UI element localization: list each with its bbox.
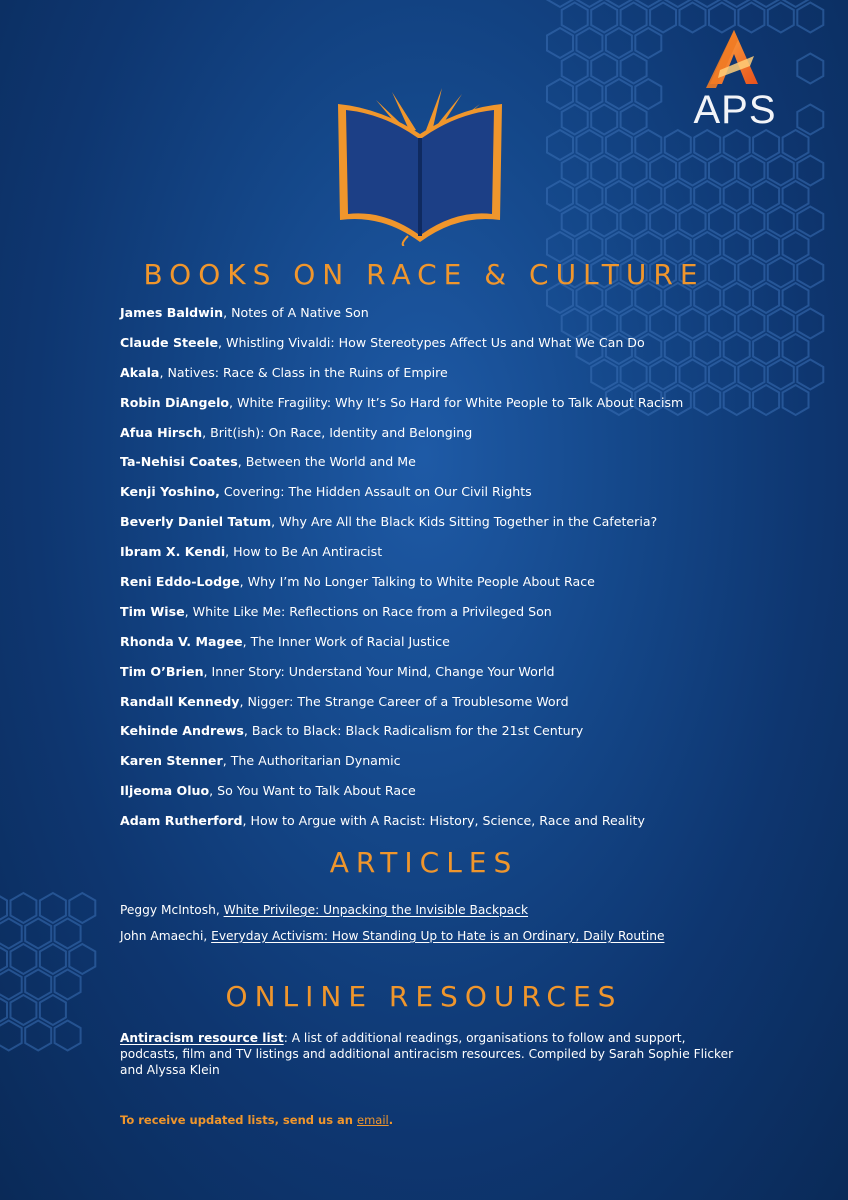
- book-item: [120, 334, 810, 364]
- hexagon-shape: [680, 156, 706, 186]
- book-author: Kehinde Andrews: [120, 723, 244, 739]
- hexagon-shape: [547, 130, 573, 160]
- hexagon-shape: [694, 0, 720, 7]
- hexagon-shape: [25, 919, 51, 949]
- book-author: Reni Eddo-Lodge: [120, 574, 240, 590]
- hexagon-shape: [635, 79, 661, 109]
- hexagon-shape: [783, 130, 809, 160]
- article-list: [120, 902, 810, 954]
- book-author: Randall Kennedy: [120, 693, 240, 709]
- book-title: , Between the World and Me: [237, 454, 416, 470]
- hexagon-shape: [40, 893, 66, 923]
- book-title: , White Like Me: Reflections on Race from a Privileged Son: [184, 603, 552, 619]
- book-title: , Back to Black: Black Radicalism for the 21st Century: [243, 723, 584, 739]
- hexagon-shape: [562, 207, 588, 237]
- hexagon-shape: [709, 207, 735, 237]
- book-item: [120, 394, 810, 424]
- hexagon-shape: [0, 919, 22, 949]
- hexagon-shape: [680, 207, 706, 237]
- book-title: , Inner Story: Understand Your Mind, Change Your World: [203, 663, 555, 679]
- book-item: [120, 782, 810, 812]
- hexagon-shape: [621, 3, 647, 33]
- book-author: Ibram X. Kendi: [120, 544, 226, 560]
- hexagon-shape: [783, 0, 809, 7]
- resource-paragraph: [120, 1030, 740, 1078]
- book-title: , Nigger: The Strange Career of a Troublesome Word: [239, 693, 569, 709]
- hexagon-shape: [591, 54, 617, 84]
- hexagon-shape: [577, 181, 603, 211]
- book-title: , Brit(ish): On Race, Identity and Belonging: [202, 424, 473, 440]
- book-item: [120, 304, 810, 334]
- hexagon-shape: [724, 130, 750, 160]
- hexagon-shape: [738, 207, 764, 237]
- hexagon-shape: [11, 893, 37, 923]
- book-author: Kenji Yoshino,: [120, 484, 220, 500]
- hexagon-shape: [577, 0, 603, 7]
- hexagon-shape: [591, 156, 617, 186]
- book-author: Iljeoma Oluo: [120, 783, 210, 799]
- article-link[interactable]: White Privilege: Unpacking the Invisible Backpack: [223, 903, 529, 917]
- online-resources-heading: ONLINE RESOURCES: [225, 980, 623, 1013]
- hexagon-shape: [591, 3, 617, 33]
- hexagon-shape: [753, 130, 779, 160]
- hexagon-shape: [577, 130, 603, 160]
- book-title: , Why I’m No Longer Talking to White People About Race: [239, 574, 595, 590]
- hexagon-shape: [665, 181, 691, 211]
- hexagon-shape: [665, 130, 691, 160]
- hexagon-shape: [724, 0, 750, 7]
- resource-description: : A list of additional readings, organisations to follow and support, podcasts, film and TV listings and additional antiracism resources. Compiled by Sarah Sophie Flicker and Alyssa Klein: [120, 1031, 734, 1077]
- hexagon-shape: [797, 105, 823, 135]
- hexagon-shape: [562, 3, 588, 33]
- book-item: [120, 483, 810, 513]
- book-item: [120, 752, 810, 782]
- hexagon-shape: [40, 944, 66, 974]
- hexagon-shape: [650, 156, 676, 186]
- books-heading: BOOKS ON RACE & CULTURE: [143, 258, 705, 291]
- article-author: Peggy McIntosh: [120, 903, 216, 917]
- antiracism-resource-link[interactable]: Antiracism resource list: [120, 1031, 284, 1045]
- book-item: [120, 603, 810, 633]
- footer-end: .: [388, 1113, 394, 1127]
- hexagon-shape: [547, 79, 573, 109]
- hexagon-shape: [753, 0, 779, 7]
- book-item: [120, 663, 810, 693]
- hexagon-shape: [562, 105, 588, 135]
- footer-text: To receive updated lists, send us an: [120, 1113, 357, 1127]
- book-item: [120, 424, 810, 454]
- book-item: [120, 364, 810, 394]
- hexagon-shape: [55, 1021, 81, 1051]
- hexagon-shape: [797, 3, 823, 33]
- hexagon-shape: [69, 893, 95, 923]
- book-author: Tim O’Brien: [120, 663, 204, 679]
- hexagon-shape: [562, 54, 588, 84]
- hexagon-shape: [11, 944, 37, 974]
- book-title: , Why Are All the Black Kids Sitting Together in the Cafeteria?: [271, 514, 658, 530]
- hexagon-shape: [797, 54, 823, 84]
- book-item: [120, 633, 810, 663]
- book-title: , White Fragility: Why It’s So Hard for White People to Talk About Racism: [229, 394, 684, 410]
- book-item: [120, 693, 810, 723]
- hexagon-shape: [694, 130, 720, 160]
- book-item: [120, 513, 810, 543]
- book-title: , How to Argue with A Racist: History, Science, Race and Reality: [242, 813, 645, 829]
- article-item: John Amaechi, Everyday Activism: How Standing Up to Hate is an Ordinary, Daily Routine: [120, 929, 665, 943]
- aps-logo: [676, 26, 794, 130]
- book-title: , Whistling Vivaldi: How Stereotypes Affect Us and What We Can Do: [218, 334, 645, 350]
- book-title: , How to Be An Antiracist: [225, 544, 383, 560]
- footer-note: [120, 1112, 393, 1128]
- hexagon-shape: [650, 207, 676, 237]
- book-item: [120, 453, 810, 483]
- book-author: Afua Hirsch: [120, 424, 203, 440]
- article-author: John Amaechi: [120, 929, 204, 943]
- aps-logo-text: APS: [693, 88, 777, 132]
- hexagon-shape: [797, 156, 823, 186]
- book-author: James Baldwin: [120, 305, 224, 320]
- hexagon-shape: [606, 181, 632, 211]
- book-title: , So You Want to Talk About Race: [209, 783, 416, 799]
- hexagon-shape: [709, 156, 735, 186]
- hexagon-shape: [635, 0, 661, 7]
- hexagon-shape: [55, 919, 81, 949]
- hexagon-shape: [0, 893, 7, 923]
- hexagon-shape: [738, 156, 764, 186]
- hexagon-shape: [783, 181, 809, 211]
- article-item: Peggy McIntosh, White Privilege: Unpacking the Invisible Backpack: [120, 903, 529, 917]
- book-item: [120, 543, 810, 573]
- hexagon-shape: [577, 79, 603, 109]
- hexagon-shape: [621, 207, 647, 237]
- book-author: Claude Steele: [120, 334, 218, 350]
- book-item: [120, 812, 810, 842]
- hexagon-shape: [577, 28, 603, 58]
- book-title: , The Inner Work of Racial Justice: [242, 633, 450, 649]
- book-author: Ta-Nehisi Coates: [120, 454, 238, 470]
- aps-logo-mark-icon: [676, 26, 794, 96]
- book-author: Robin DiAngelo: [120, 394, 230, 410]
- hexagon-shape: [635, 130, 661, 160]
- hexagon-shape: [606, 28, 632, 58]
- hexagon-shape: [591, 207, 617, 237]
- book-author: Tim Wise: [120, 603, 185, 619]
- book-title: Covering: The Hidden Assault on Our Civil Rights: [219, 484, 532, 500]
- hexagon-shape: [621, 54, 647, 84]
- hexagon-shape: [724, 181, 750, 211]
- book-author: Rhonda V. Magee: [120, 633, 243, 649]
- hexagon-shape: [606, 79, 632, 109]
- book-title: , Natives: Race & Class in the Ruins of Empire: [159, 364, 448, 380]
- book-author: Akala: [120, 364, 160, 380]
- hexagon-shape: [591, 105, 617, 135]
- book-item: [120, 573, 810, 603]
- email-link[interactable]: email: [357, 1113, 389, 1127]
- hexagon-shape: [753, 181, 779, 211]
- hexagon-shape: [694, 181, 720, 211]
- book-list: [120, 304, 810, 842]
- hexagon-shape: [562, 156, 588, 186]
- hexagon-shape: [635, 181, 661, 211]
- articles-heading: ARTICLES: [329, 846, 519, 879]
- hexagon-shape: [606, 130, 632, 160]
- book-item: [120, 722, 810, 752]
- hexagon-shape: [650, 3, 676, 33]
- book-title: , The Authoritarian Dynamic: [222, 753, 401, 769]
- book-author: Adam Rutherford: [120, 813, 243, 829]
- article-link[interactable]: Everyday Activism: How Standing Up to Hate is an Ordinary, Daily Routine: [211, 929, 665, 943]
- hexagon-shape: [547, 181, 573, 211]
- hexagon-shape: [0, 944, 7, 974]
- hexagon-shape: [665, 0, 691, 7]
- hexagon-shape: [547, 28, 573, 58]
- hexagon-shape: [0, 1021, 22, 1051]
- book-author: Karen Stenner: [120, 753, 223, 769]
- hexagon-shape: [621, 156, 647, 186]
- hexagon-shape: [25, 1021, 51, 1051]
- hexagon-shape: [606, 0, 632, 7]
- hexagon-shape: [768, 207, 794, 237]
- hexagon-shape: [69, 944, 95, 974]
- open-book-icon: [330, 86, 510, 246]
- hexagon-shape: [797, 207, 823, 237]
- book-author: Beverly Daniel Tatum: [120, 514, 272, 530]
- hexagon-shape: [768, 156, 794, 186]
- hexagon-shape: [547, 0, 573, 7]
- book-title: , Notes of A Native Son: [223, 305, 369, 320]
- hexagon-shape: [621, 105, 647, 135]
- hexagon-shape: [635, 28, 661, 58]
